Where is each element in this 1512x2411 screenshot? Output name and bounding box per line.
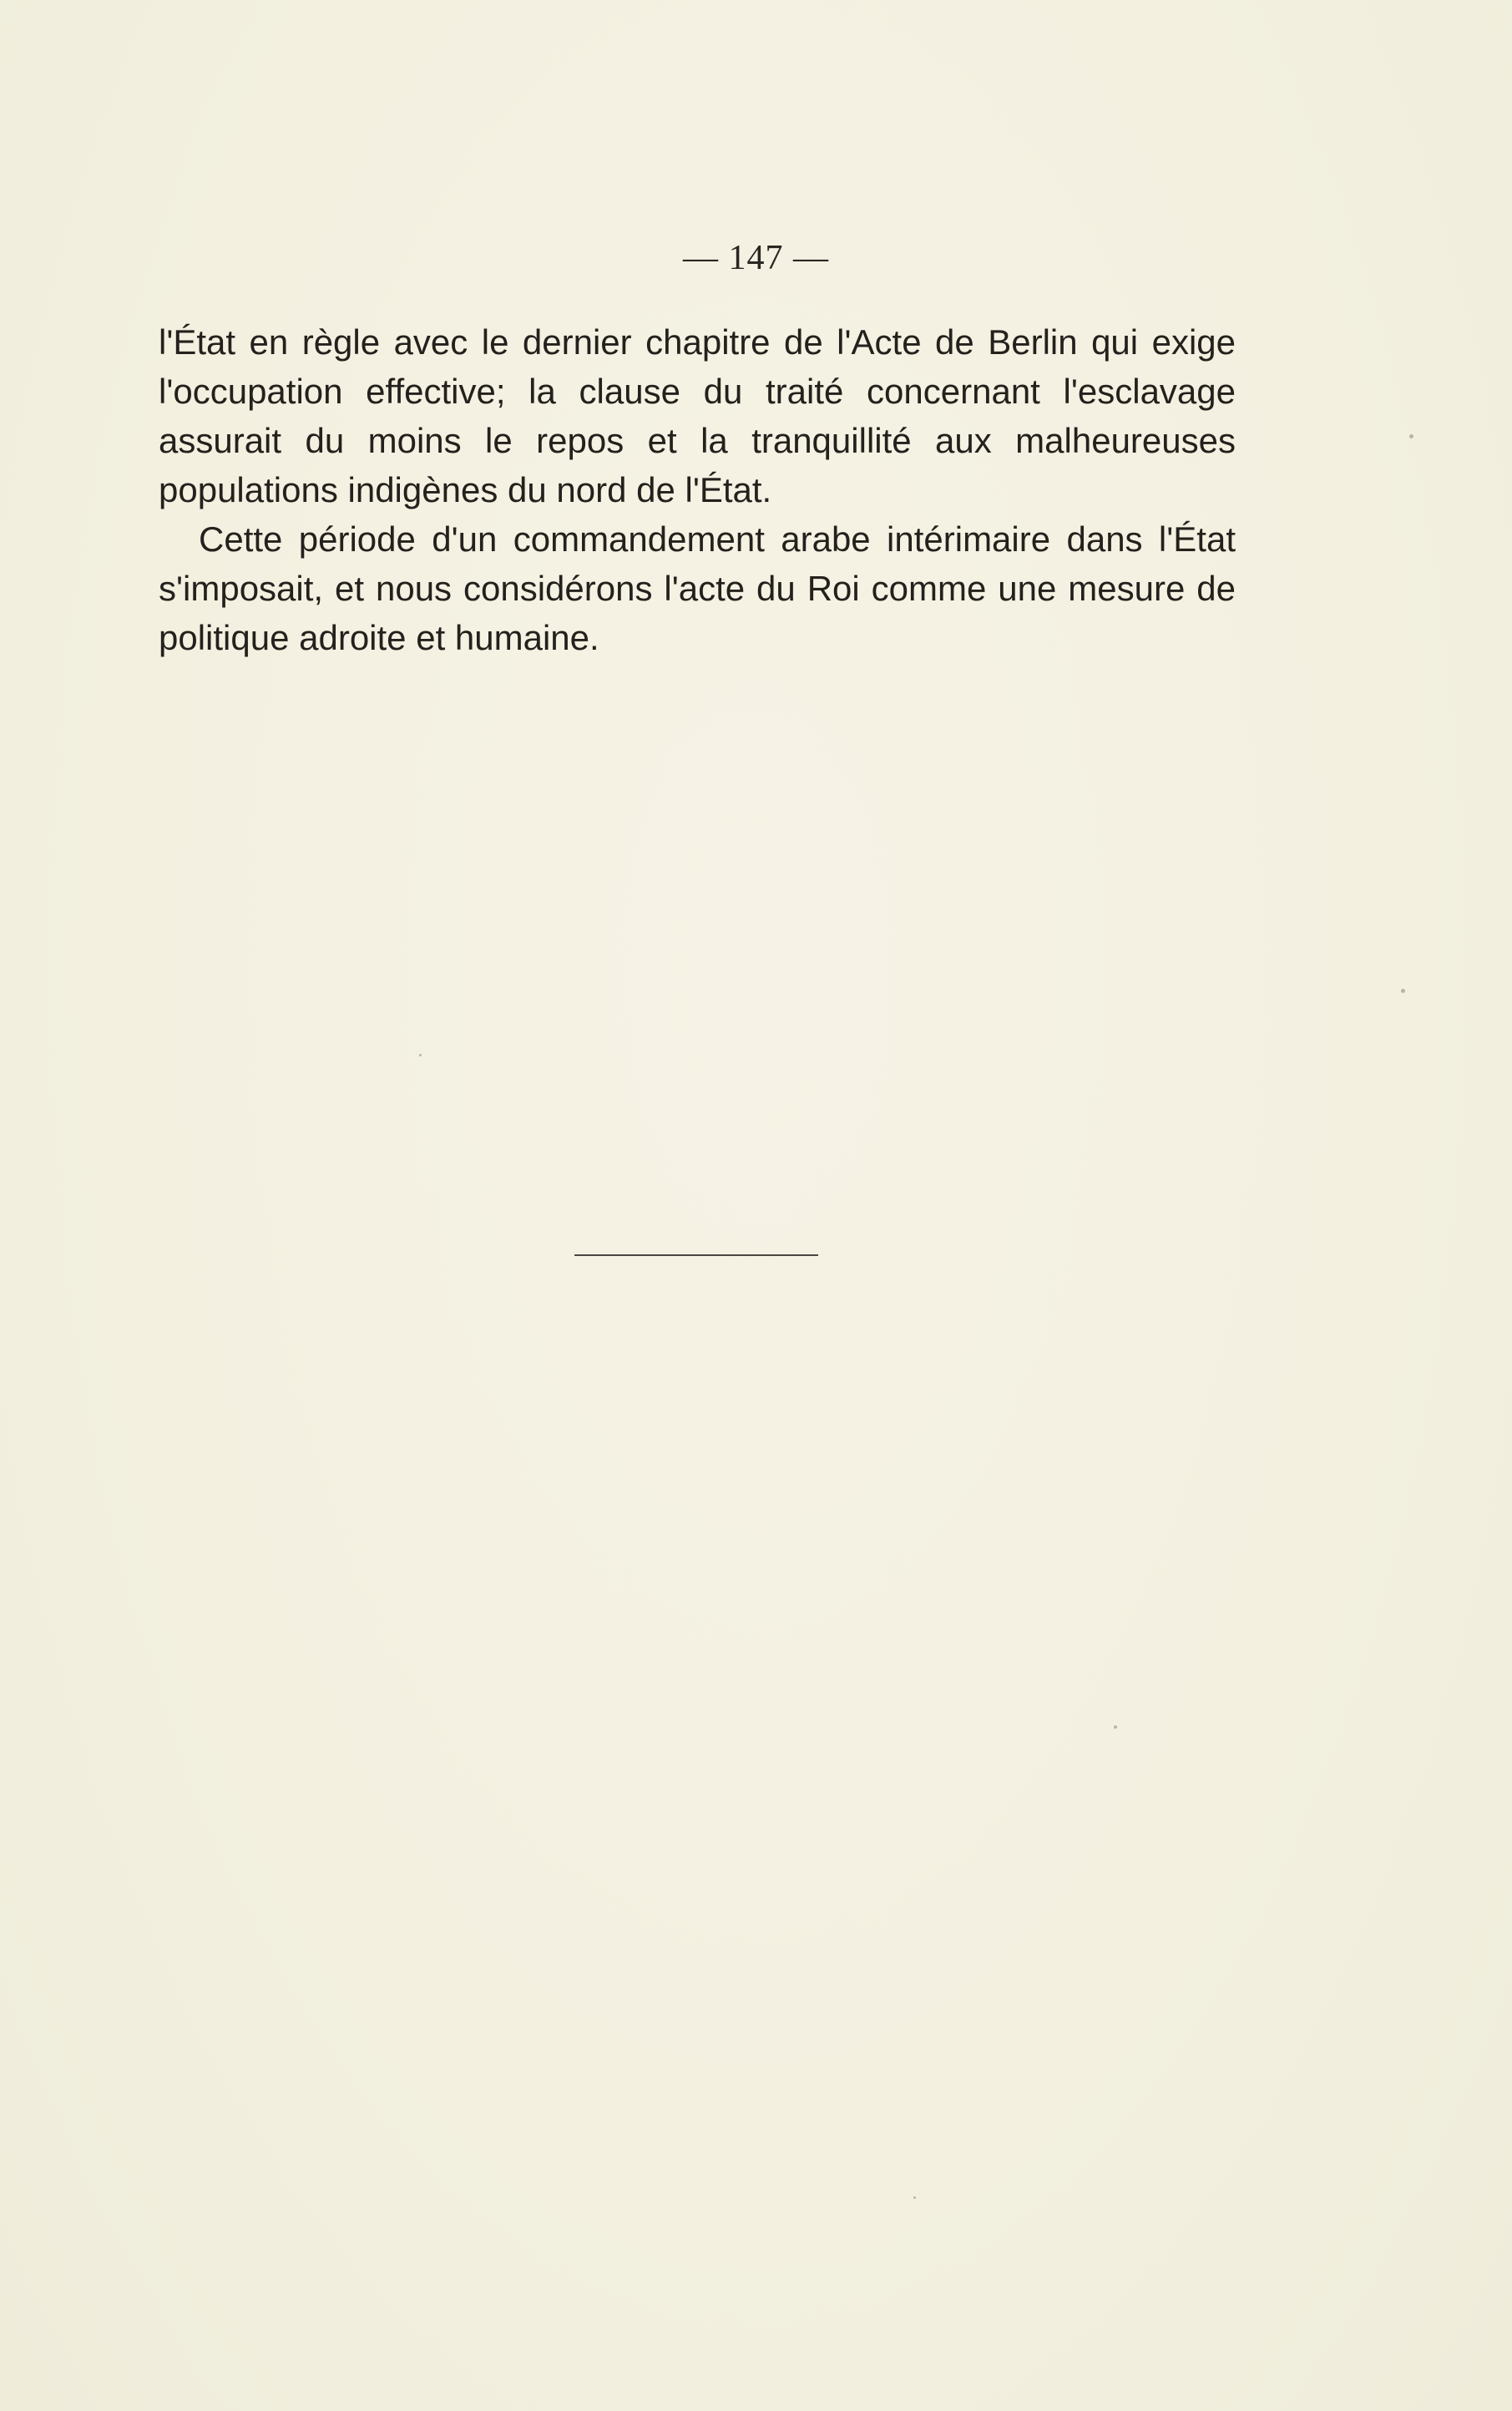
paper-speck (419, 1054, 422, 1056)
paper-speck (1409, 434, 1413, 438)
section-separator (574, 1254, 818, 1256)
page-number: — 147 — (683, 239, 829, 277)
paragraph-1: l'État en règle avec le dernier chapitre de l'Acte de Berlin qui exige l'occupation effective; la clause du traité concernant l'esclavage assurait du moins le repos et la tranquillité aux malheureuses populations indigènes du nord de l'État. (159, 322, 1236, 509)
paragraph-2: Cette période d'un commandement arabe intérimaire dans l'État s'imposait, et nous considérons l'acte du Roi comme une mesure de politique adroite et humaine. (159, 519, 1236, 657)
paper-speck (1114, 1725, 1117, 1729)
body-text (159, 317, 1236, 662)
paper-speck (1401, 989, 1405, 993)
paper-speck (913, 2196, 916, 2199)
